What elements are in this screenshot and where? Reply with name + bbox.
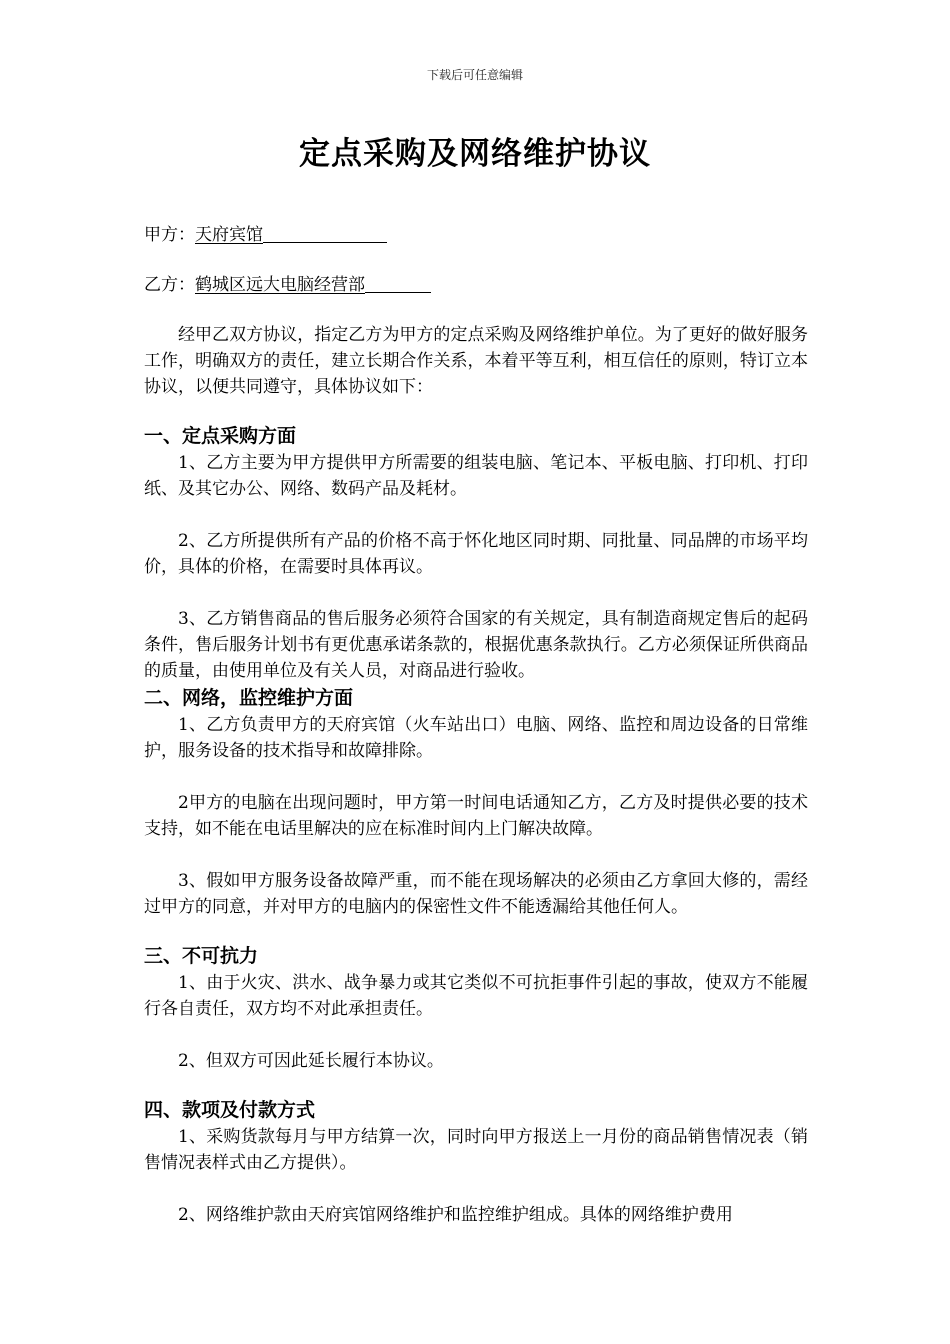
section-heading: 二、网络，监控维护方面: [144, 687, 354, 709]
section-heading: 一、定点采购方面: [144, 425, 297, 447]
clause-paragraph: 1、乙方负责甲方的天府宾馆（火车站出口）电脑、网络、监控和周边设备的日常维护，服务设备的技术指导和故障排除。: [144, 715, 808, 761]
party-b-label: 乙方：: [144, 275, 195, 295]
clause-paragraph: 3、假如甲方服务设备故障严重，而不能在现场解决的必须由乙方拿回大修的，需经过甲方的同意，并对甲方的电脑内的保密性文件不能透漏给其他任何人。: [144, 871, 808, 917]
party-b-value: 鹤城区远大电脑经营部: [195, 275, 365, 295]
party-b-line: [144, 272, 808, 298]
party-a-value: 天府宾馆: [195, 225, 263, 245]
document-body: [144, 222, 808, 1228]
section-heading: 三、不可抗力: [144, 945, 259, 967]
section-heading: 四、款项及付款方式: [144, 1099, 316, 1121]
clause-paragraph: 2、但双方可因此延长履行本协议。: [178, 1051, 444, 1071]
clause-paragraph: 1、乙方主要为甲方提供甲方所需要的组装电脑、笔记本、平板电脑、打印机、打印纸、及其它办公、网络、数码产品及耗材。: [144, 453, 808, 499]
party-a-underline: [263, 222, 387, 243]
clause-paragraph: 2、乙方所提供所有产品的价格不高于怀化地区同时期、同批量、同品牌的市场平均价，具体的价格，在需要时具体再议。: [144, 531, 808, 577]
clause-paragraph: 1、由于火灾、洪水、战争暴力或其它类似不可抗拒事件引起的事故，使双方不能履行各自责任，双方均不对此承担责任。: [144, 973, 808, 1019]
party-b-underline: [365, 272, 431, 293]
party-a-label: 甲方：: [144, 225, 195, 245]
clause-paragraph: 1、采购货款每月与甲方结算一次，同时向甲方报送上一月份的商品销售情况表（销售情况表样式由乙方提供）。: [144, 1127, 808, 1173]
header-note: 下载后可任意编辑: [426, 68, 523, 82]
clause-paragraph: 3、乙方销售商品的售后服务必须符合国家的有关规定，具有制造商规定售后的起码条件，售后服务计划书有更优惠承诺条款的，根据优惠条款执行。乙方必须保证所供商品的质量，由使用单位及有关人员，对商品进行验收。: [144, 609, 808, 681]
clause-paragraph: 2、网络维护款由天府宾馆网络维护和监控维护组成。具体的网络维护费用: [178, 1205, 733, 1225]
party-a-line: [144, 222, 808, 248]
intro-paragraph: 经甲乙双方协议，指定乙方为甲方的定点采购及网络维护单位。为了更好的做好服务工作，明确双方的责任，建立长期合作关系，本着平等互利，相互信任的原则，特订立本协议，以便共同遵守，具体协议如下：: [144, 325, 808, 397]
document-title: 定点采购及网络维护协议: [299, 136, 651, 172]
clause-paragraph: 2甲方的电脑在出现问题时，甲方第一时间电话通知乙方，乙方及时提供必要的技术支持，如不能在电话里解决的应在标准时间内上门解决故障。: [144, 793, 808, 839]
